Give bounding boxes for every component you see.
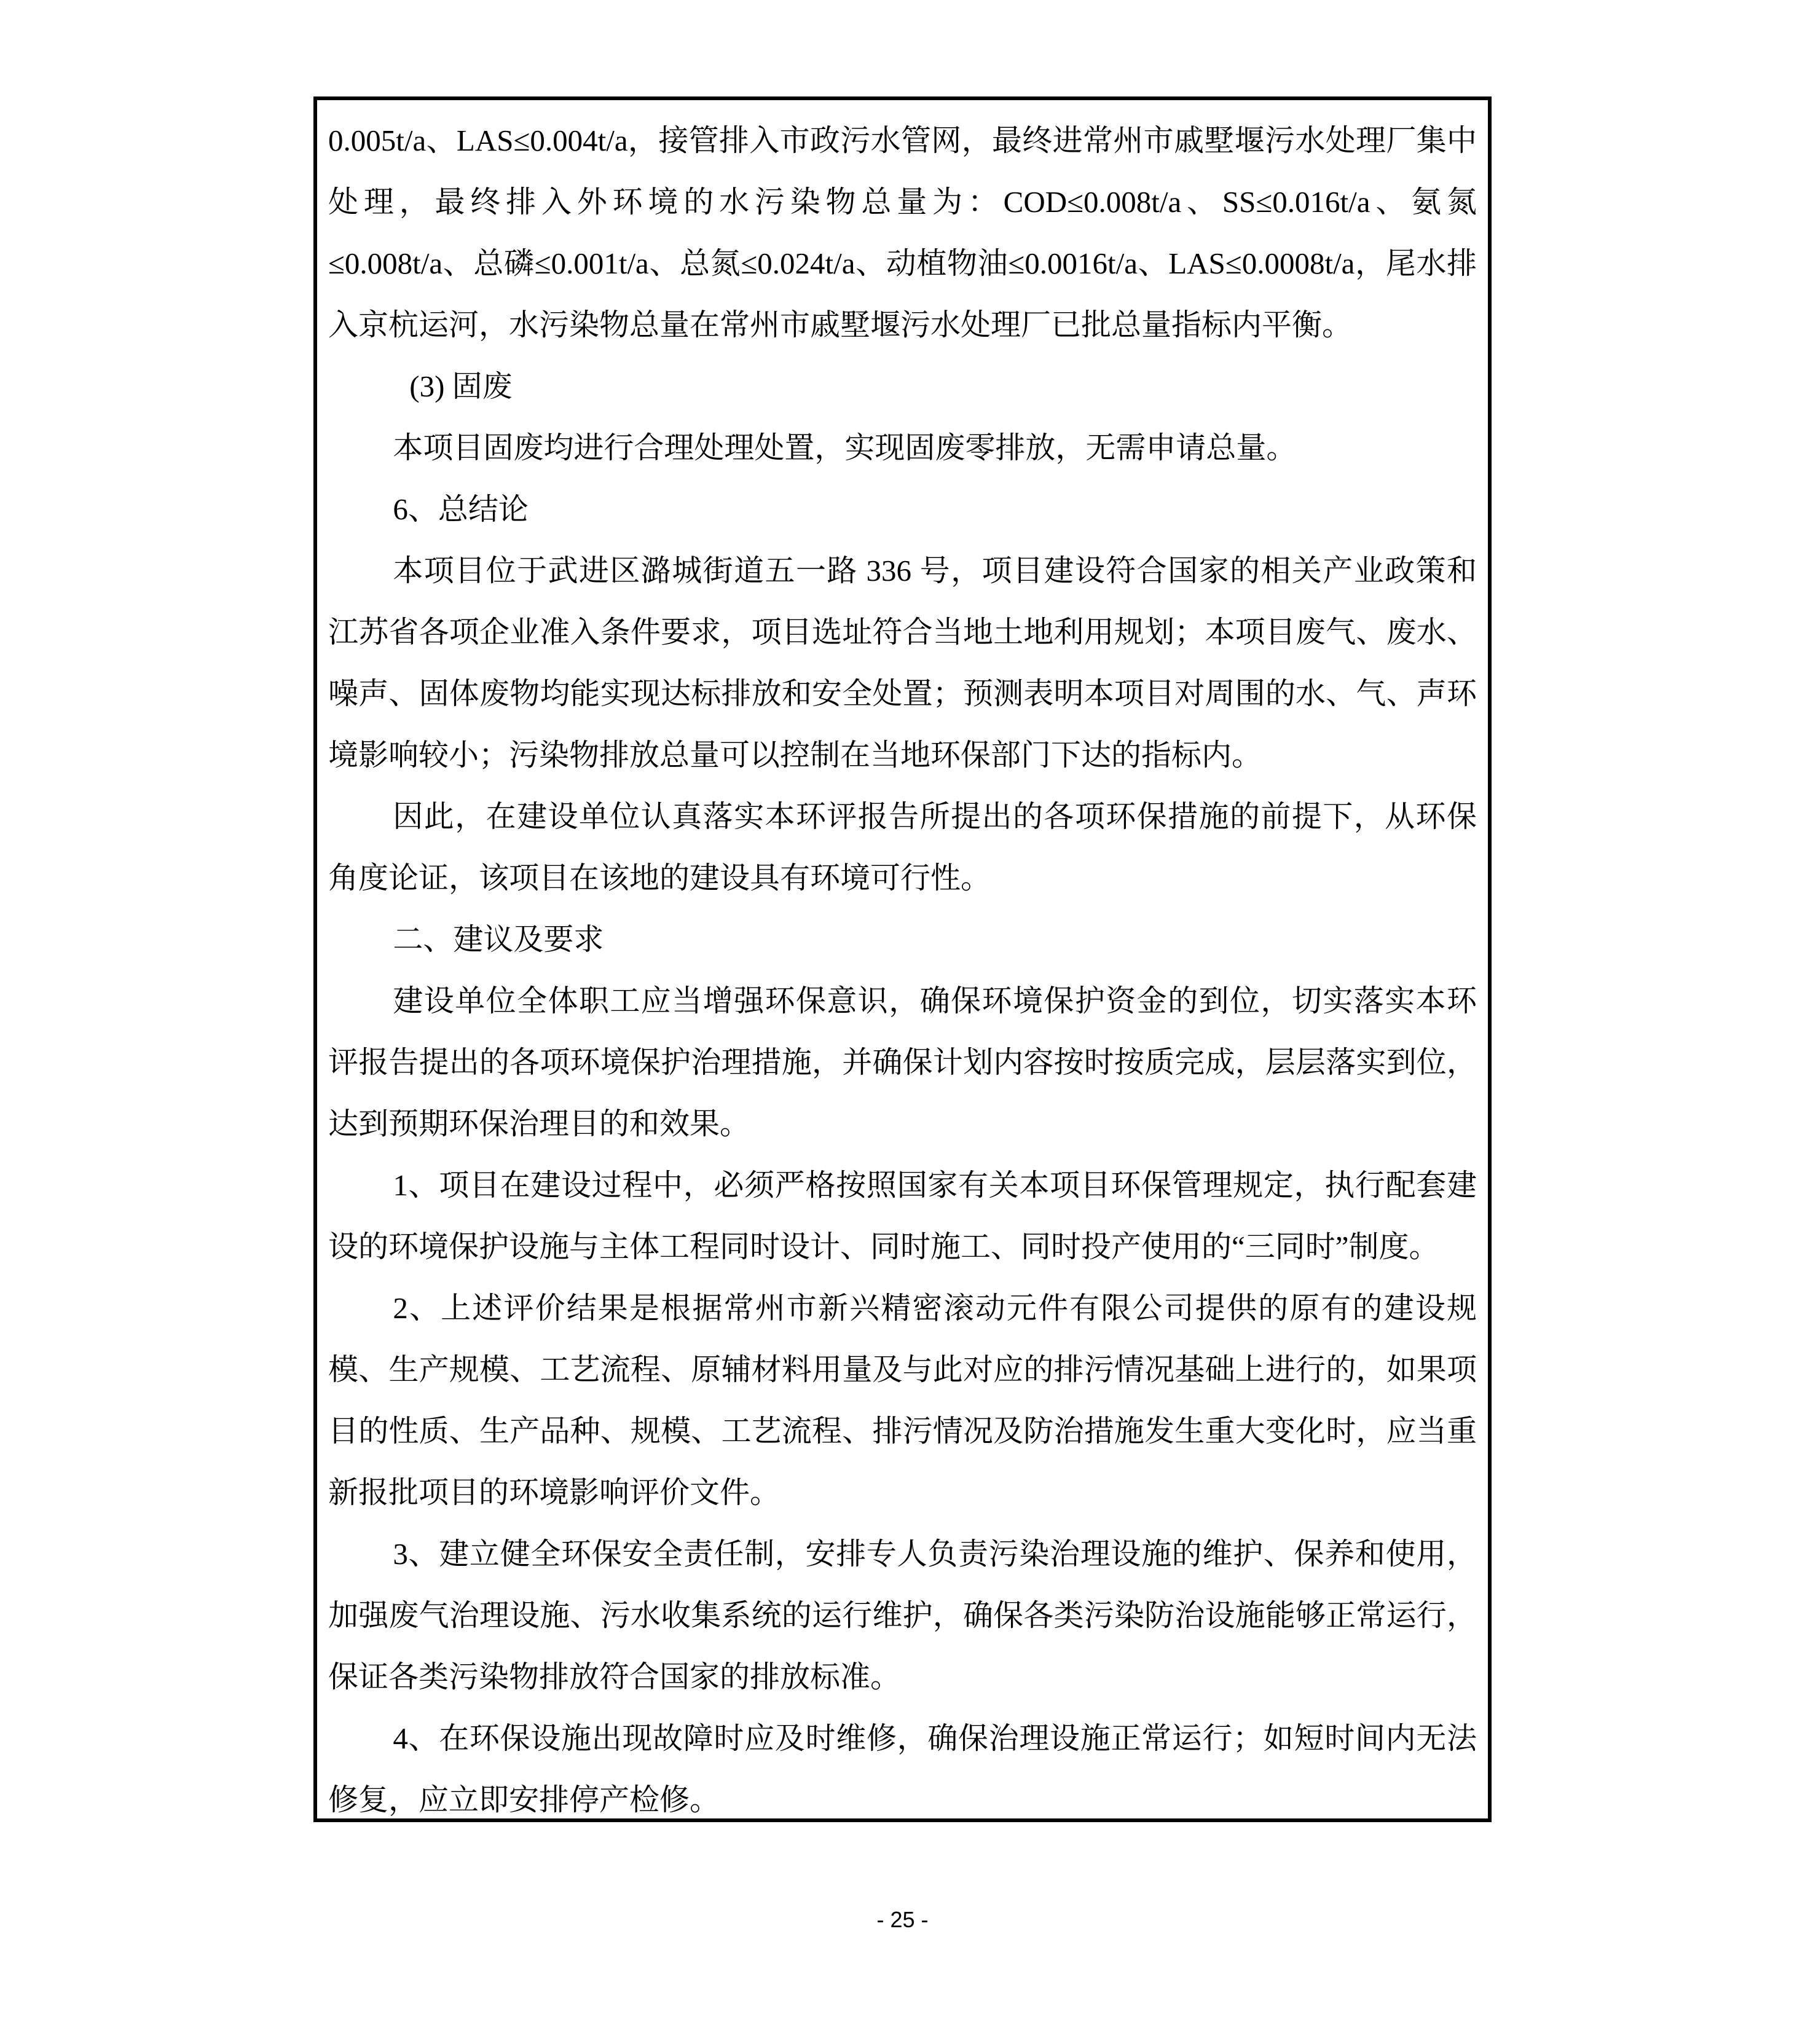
paragraph: 二、建议及要求	[393, 922, 604, 956]
paragraph: 3、建立健全环保安全责任制，安排专人负责污染治理设施的维护、保养和使用，加强废气治理设施、污水收集系统的运行维护，确保各类污染防治设施能够正常运行，保证各类污染物排放符合国家的排放标准。	[328, 1537, 1477, 1694]
paragraph: 建设单位全体职工应当增强环保意识，确保环境保护资金的到位，切实落实本环评报告提出的各项环境保护治理措施，并确保计划内容按时按质完成，层层落实到位，达到预期环保治理目的和效果。	[328, 984, 1477, 1141]
paragraph: 因此，在建设单位认真落实本环评报告所提出的各项环保措施的前提下，从环保角度论证，该项目在该地的建设具有环境可行性。	[328, 800, 1477, 895]
paragraph: 0.005t/a、LAS≤0.004t/a，接管排入市政污水管网，最终进常州市戚墅堰污水处理厂集中处理，最终排入外环境的水污染物总量为：COD≤0.008t/a、SS≤0.016t/a、氨氮≤0.008t/a、总磷≤0.001t/a、总氮≤0.024t/a、动植物油≤0.0016t/a、LAS≤0.0008t/a，尾水排入京杭运河，水污染物总量在常州市戚墅堰污水处理厂已批总量指标内平衡。	[328, 124, 1477, 342]
paragraph: 本项目位于武进区潞城街道五一路 336 号，项目建设符合国家的相关产业政策和江苏省各项企业准入条件要求，项目选址符合当地土地利用规划；本项目废气、废水、噪声、固体废物均能实现达标排放和安全处置；预测表明本项目对周围的水、气、声环境影响较小；污染物排放总量可以控制在当地环保部门下达的指标内。	[328, 554, 1477, 772]
paragraph: (3) 固废	[409, 369, 513, 403]
paragraph: 2、上述评价结果是根据常州市新兴精密滚动元件有限公司提供的原有的建设规模、生产规模、工艺流程、原辅材料用量及与此对应的排污情况基础上进行的，如果项目的性质、生产品种、规模、工艺流程、排污情况及防治措施发生重大变化时，应当重新报批项目的环境影响评价文件。	[328, 1291, 1477, 1509]
paragraph: 1、项目在建设过程中，必须严格按照国家有关本项目环保管理规定，执行配套建设的环境保护设施与主体工程同时设计、同时施工、同时投产使用的“三同时”制度。	[328, 1168, 1477, 1264]
paragraph: 6、总结论	[393, 492, 529, 526]
paragraph: 本项目固废均进行合理处理处置，实现固废零排放，无需申请总量。	[393, 431, 1297, 465]
paragraph: 4、在环保设施出现故障时应及时维修，确保治理设施正常运行；如短时间内无法修复，应立即安排停产检修。	[328, 1721, 1477, 1817]
report-text-box	[313, 96, 1492, 1822]
page-number: - 25 -	[876, 1907, 929, 1932]
